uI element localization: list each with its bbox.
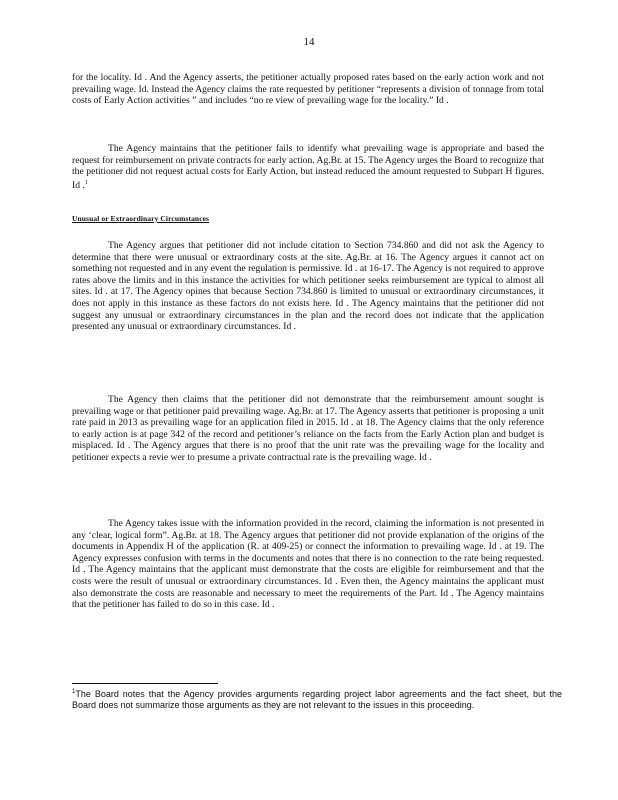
paragraph-2-text: The Agency maintains that the petitioner fails to identify what prevailing wage is appropriate and based the request for reimbursement on private contracts for early action. Ag.Br. at 15. The Agency urges the Board to recognize that the petitioner did not request actual costs for Early Action, but instead reduced the amount requested to Subpart H figures. Id . <box>72 143 544 191</box>
paragraph-1 <box>72 72 544 107</box>
paragraph-4 <box>72 394 544 464</box>
paragraph-1-text: for the locality. Id . And the Agency asserts, the petitioner actually proposed rates based on the early action work and not prevailing wage. Id. Instead the Agency claims the rate requested by petitioner “represents a division of tonnage from total costs of Early Action activities ” and includes “no re view of prevailing wage for the locality.” Id . <box>72 72 544 107</box>
paragraph-5 <box>72 518 544 611</box>
footnote-reference: 1 <box>84 179 88 186</box>
paragraph-5-text: The Agency takes issue with the information provided in the record, claiming the information is not presented in any ‘clear, logical form”. Ag.Br. at 18. The Agency argues that petitioner did not provide explanation of the origins of the documents in Appendix H of the application (R. at 409-25) or connect the information to prevailing wage. Id . at 19. The Agency expresses confusion with terms in the documents and notes that there is no connection to the rate being requested. Id . The Agency maintains that the applicant must demonstrate that the costs are eligible for reimbursement and that the costs were the result of unusual or extraordinary circumstances. Id . Even then, the Agency maintains the applicant must also demonstrate the costs are reasonable and necessary to meet the requirements of the Part. Id . The Agency maintains that the petitioner has failed to do so in this case. Id . <box>72 518 544 611</box>
paragraph-3-text: The Agency argues that petitioner did not include citation to Section 734.860 and did not ask the Agency to determine that there were unusual or extraordinary costs at the site. Ag.Br. at 16. The Agency argues it cannot act on something not requested and in any event the regulation is permissive. Id . at 16-17. The Agency is not required to approve rates above the limits and in this instance the activities for which petitioner seeks reimbursement are typical to almost all sites. Id . at 17. The Agency opines that because Section 734.860 is limited to unusual or extraordinary circumstances, it does not apply in this instance as these factors do not exists here. Id . The Agency maintains that the petitioner did not suggest any unusual or extraordinary circumstances in the plan and the record does not indicate that the application presented any unusual or extraordinary circumstances. Id . <box>72 240 544 333</box>
paragraph-3 <box>72 240 544 333</box>
page-number: 14 <box>303 36 315 48</box>
footnote-divider <box>72 683 218 684</box>
paragraph-4-text: The Agency then claims that the petitioner did not demonstrate that the reimbursement amount sought is prevailing wage or that petitioner paid prevailing wage. Ag.Br. at 17. The Agency asserts that petitioner is proposing a unit rate paid in 2013 as prevailing wage for an application filed in 2015. Id . at 18. The Agency claims that the only reference to early action is at page 342 of the record and petitioner’s reliance on the facts from the Early Action plan and budget is misplaced. Id . The Agency argues that there is no proof that the unit rate was the prevailing wage for the locality and petitioner expects a revie wer to presume a private contractual rate is the prevailing wage. Id . <box>72 394 544 463</box>
footnote <box>72 687 562 711</box>
footnote-marker: 1 <box>72 689 76 695</box>
paragraph-2 <box>72 143 544 192</box>
footnote-text: The Board notes that the Agency provides arguments regarding project labor agreements and the fact sheet, but the Board does not summarize those arguments as they are not relevant to the issues in this proceeding. <box>72 689 562 710</box>
section-heading: Unusual or Extraordinary Circumstances <box>72 214 210 223</box>
